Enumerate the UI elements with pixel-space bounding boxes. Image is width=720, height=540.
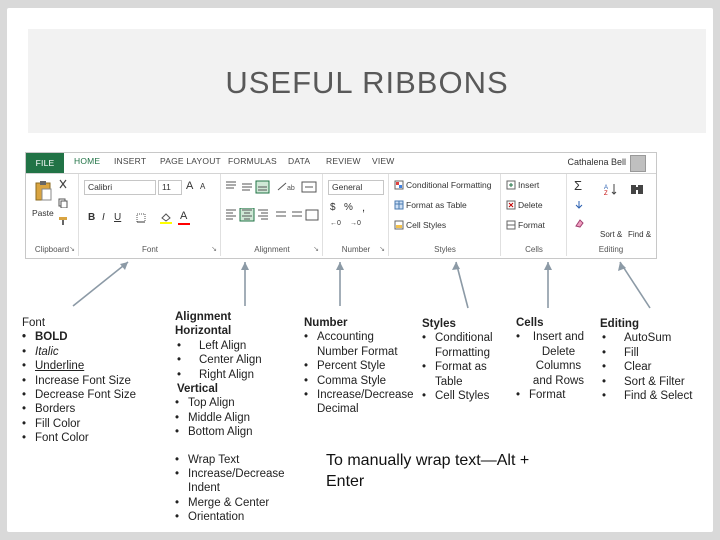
list-item: • Bottom Align [175, 425, 293, 439]
list-item: • Italic [22, 345, 152, 359]
number-column [304, 316, 414, 417]
borders-icon[interactable] [136, 213, 146, 223]
comma-style-icon[interactable]: , [362, 202, 366, 214]
tab-page-layout[interactable]: PAGE LAYOUT [160, 156, 221, 166]
format-as-table-button[interactable]: Format as Table [406, 200, 467, 210]
format-button[interactable]: Format [518, 220, 545, 230]
list-item: • Comma Style [304, 374, 410, 388]
number-heading: Number [304, 317, 348, 329]
list-item: • Top Align [175, 396, 293, 410]
list-item: • Sort & Filter [600, 375, 704, 389]
tab-file[interactable]: FILE [26, 153, 64, 173]
list-item: • Left Align [175, 339, 293, 353]
sort-filter-label-1[interactable]: Sort & [600, 230, 623, 239]
list-item: • Insert and Delete Columns and Rows [516, 330, 588, 388]
alignment-heading: Alignment [175, 311, 232, 323]
cells-heading: Cells [516, 317, 544, 329]
font-label: Font [141, 245, 158, 254]
editing-group [568, 174, 654, 256]
list-item: • Increase/Decrease Decimal [304, 388, 410, 417]
tab-view[interactable]: VIEW [372, 156, 395, 166]
list-item: • Format [516, 388, 588, 402]
format-painter-icon[interactable] [58, 216, 68, 226]
increase-font-size-icon[interactable]: A [186, 180, 194, 192]
number-label: Number [341, 245, 371, 254]
list-item: • Borders [22, 402, 152, 416]
format-cells-icon[interactable] [506, 220, 516, 230]
clipboard-label: Clipboard [34, 245, 70, 254]
delete-cells-icon[interactable] [506, 200, 516, 210]
list-item: • Middle Align [175, 411, 293, 425]
svg-text:Z: Z [604, 191, 608, 196]
list-item: • Fill Color [22, 417, 152, 431]
avatar[interactable] [630, 155, 646, 172]
editing-column [600, 317, 704, 403]
list-item: • Conditional Formatting [422, 331, 514, 360]
styles-heading: Styles [422, 318, 456, 330]
font-heading: Font [22, 317, 46, 329]
font-size-select[interactable]: 11 [158, 180, 182, 195]
editing-label: Editing [598, 245, 624, 254]
cells-label: Cells [525, 245, 543, 254]
dialog-launcher-icon[interactable]: ↘ [313, 246, 319, 253]
alignment-column [175, 310, 293, 525]
fill-color-icon[interactable] [160, 212, 172, 224]
tab-formulas[interactable]: FORMULAS [228, 156, 277, 166]
number-format-select[interactable]: General [328, 180, 384, 195]
list-item: • Increase/Decrease Indent [175, 467, 293, 496]
tab-review[interactable]: REVIEW [326, 156, 361, 166]
list-item: • Right Align [175, 368, 293, 382]
clear-icon[interactable] [574, 218, 584, 228]
conditional-formatting-button[interactable]: Conditional Formatting [406, 180, 492, 190]
list-item: • Clear [600, 360, 704, 374]
alignment-label: Alignment [254, 245, 290, 254]
horizontal-subheading: Horizontal [175, 325, 232, 338]
alignment-group [222, 174, 323, 256]
underline-icon[interactable]: U [114, 212, 122, 223]
paste-button[interactable]: Paste [32, 208, 54, 218]
list-item: • Format as Table [422, 360, 514, 389]
vertical-align-icons[interactable] [224, 180, 320, 194]
delete-button[interactable]: Delete [518, 200, 543, 210]
list-item: • Cell Styles [422, 389, 514, 403]
slide-title: USEFUL RIBBONS [225, 65, 509, 100]
sort-filter-icon[interactable] [604, 182, 618, 196]
clipboard-group [26, 174, 79, 256]
list-item: • Accounting Number Format [304, 330, 410, 359]
tab-home[interactable]: HOME [74, 156, 101, 166]
list-item: • Merge & Center [175, 496, 293, 510]
italic-icon[interactable]: I [102, 212, 105, 223]
percent-style-icon[interactable]: % [344, 202, 353, 213]
number-group [324, 174, 389, 256]
list-item: • Orientation [175, 510, 293, 524]
increase-decimal-icon[interactable]: ←0 [330, 220, 341, 227]
list-item: • Font Color [22, 431, 152, 445]
list-item: • AutoSum [600, 331, 704, 345]
bold-icon[interactable]: B [88, 212, 96, 223]
vertical-subheading: Vertical [177, 383, 218, 396]
font-column [22, 316, 152, 446]
find-select-label-1[interactable]: Find & [628, 230, 652, 239]
horizontal-align-icons[interactable] [224, 208, 320, 222]
find-select-icon[interactable] [630, 182, 644, 196]
list-item: • Center Align [175, 353, 293, 367]
list-item: • Fill [600, 346, 704, 360]
dialog-launcher-icon[interactable]: ↘ [211, 246, 217, 253]
list-item: • Underline [22, 359, 152, 373]
font-name-select[interactable]: Calibri [84, 180, 156, 195]
format-as-table-icon[interactable] [394, 200, 404, 210]
styles-column [422, 317, 514, 403]
insert-button[interactable]: Insert [518, 180, 540, 190]
styles-group [390, 174, 501, 256]
excel-ribbon-screenshot [25, 152, 657, 259]
font-color-swatch [178, 223, 190, 225]
fill-icon[interactable] [574, 200, 584, 210]
user-name[interactable]: Cathalena Bell [567, 157, 626, 167]
insert-cells-icon[interactable] [506, 180, 516, 190]
tab-data[interactable]: DATA [288, 156, 311, 166]
list-item: • Find & Select [600, 389, 704, 403]
cell-styles-icon[interactable] [394, 220, 404, 230]
copy-icon[interactable] [58, 198, 68, 208]
dialog-launcher-icon[interactable]: ↘ [69, 246, 75, 253]
editing-heading: Editing [600, 318, 639, 330]
list-item: • Percent Style [304, 359, 410, 373]
accounting-format-icon[interactable]: $ [330, 202, 336, 213]
list-item: • BOLD [22, 330, 152, 344]
list-item: • Wrap Text [175, 453, 293, 467]
list-item: • Decrease Font Size [22, 388, 152, 402]
title-box [28, 29, 706, 133]
svg-text:ab: ab [287, 185, 295, 192]
cut-icon[interactable] [58, 179, 68, 189]
font-group [80, 174, 221, 256]
list-item: • Increase Font Size [22, 374, 152, 388]
paste-icon[interactable] [34, 180, 52, 202]
tab-insert[interactable]: INSERT [114, 156, 147, 166]
conditional-formatting-icon[interactable] [394, 180, 404, 190]
decrease-decimal-icon[interactable]: →0 [350, 220, 361, 227]
autosum-icon[interactable]: Σ [574, 178, 583, 193]
wrap-text-note: To manually wrap text—Alt + Enter [326, 452, 530, 490]
styles-label: Styles [434, 245, 456, 254]
dialog-launcher-icon[interactable]: ↘ [379, 246, 385, 253]
svg-text:A: A [604, 185, 609, 191]
cells-group [502, 174, 567, 256]
cells-column [516, 316, 588, 402]
decrease-font-size-icon[interactable]: A [200, 182, 206, 191]
cell-styles-button[interactable]: Cell Styles [406, 220, 447, 230]
ribbon-tab-bar [26, 153, 656, 174]
font-color-icon[interactable]: A [180, 210, 188, 222]
